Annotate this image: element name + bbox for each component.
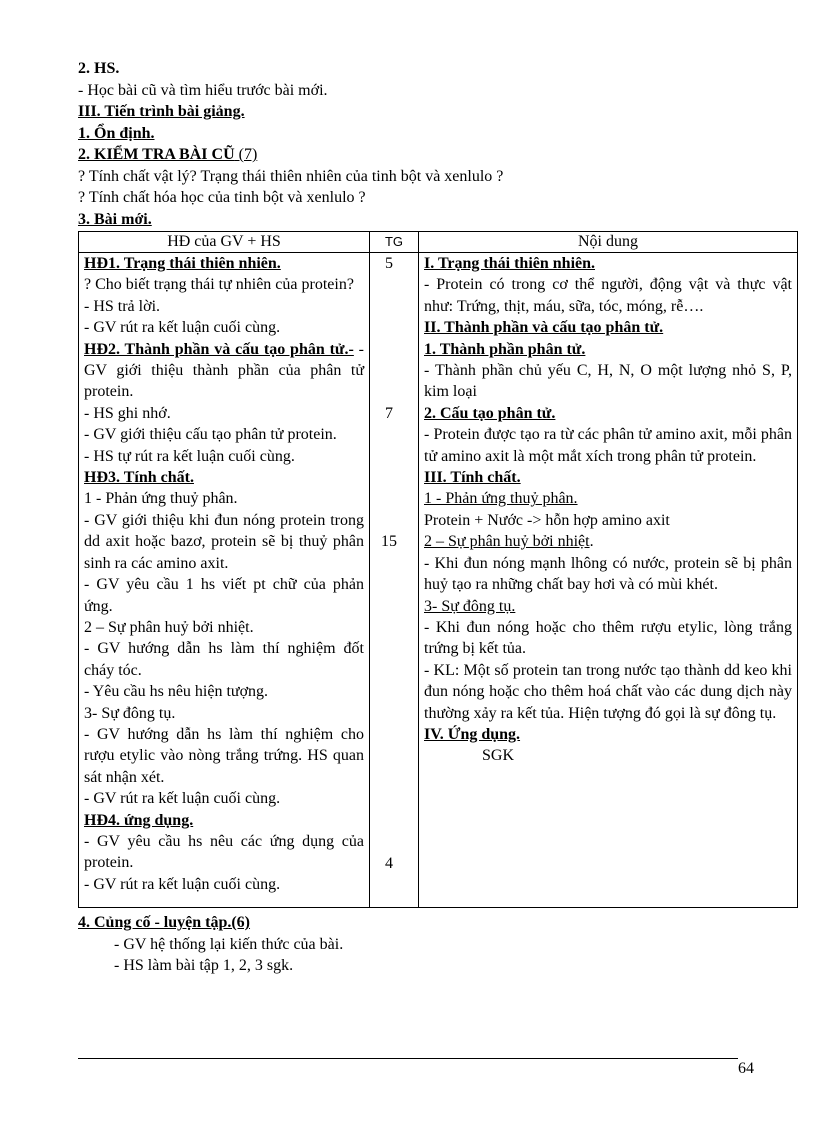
bai-moi-heading: 3. Bài mới. — [78, 210, 152, 228]
s1-line-1: - Protein có trong cơ thể người, động vật và thực vật như: Trứng, thịt, máu, sữa, tóc, móng, rễ…. — [424, 276, 792, 315]
hd3-line-9: - GV rút ra kết luận cuối cùng. — [84, 790, 281, 808]
section-3-heading: III. Tiến trình bài giảng. — [78, 103, 245, 120]
tg-hd3: 15 — [381, 533, 397, 550]
hd3-line-1: 1 - Phản ứng thuỷ phân. — [84, 490, 238, 508]
page-number: 64 — [738, 1060, 754, 1077]
s3-line-2: - Khi đun nóng mạnh lhông có nước, protein sẽ bị phân huỷ tạo ra những chất bay hơi và có mùi khét. — [424, 554, 792, 594]
cung-co-heading: 4. Củng cố - luyện tập.(6) — [78, 914, 251, 932]
hd3-line-8: - GV hướng dẫn hs làm thí nghiệm cho rượu etylic vào nòng trắng trứng. HS quan sát nhận xét. — [84, 725, 364, 786]
s2-sub-1: 1. Thành phần phân tử. — [424, 340, 586, 358]
hd3-line-7: 3- Sự đông tụ. — [84, 704, 176, 722]
hd2-line-1: - GV giới thiệu thành phần của phân tử protein. — [84, 340, 364, 401]
cung-co-line-2: - HS làm bài tập 1, 2, 3 sgk. — [114, 957, 294, 975]
kiem-tra-label: 2. KIỂM TRA BÀI CŨ — [78, 146, 235, 163]
hd3-line-5: - GV hướng dẫn hs làm thí nghiệm đốt cháy tóc. — [84, 640, 364, 679]
header-time: TG — [370, 232, 419, 253]
s3-sub-3: 3- Sự đông tụ. — [424, 597, 516, 615]
kiem-tra-heading — [78, 144, 768, 166]
on-dinh-heading: 1. Ổn định. — [78, 124, 155, 142]
s3-line-1: Protein + Nước -> hỗn hợp amino axit — [424, 511, 670, 529]
hd2-line-2: - HS ghi nhớ. — [84, 404, 171, 422]
table-header-row — [79, 232, 798, 253]
hd2-line-3: - GV giới thiệu cấu tạo phân tử protein. — [84, 426, 337, 444]
s3-sub-1: 1 - Phản ứng thuỷ phân. — [424, 490, 578, 508]
hs-heading: 2. HS. — [78, 60, 120, 77]
document-page — [78, 58, 792, 977]
s2-line-1: - Thành phần chủ yếu C, H, N, O một lượng nhỏ S, P, kim loại — [424, 362, 792, 401]
hd2-line-4: - HS tự rút ra kết luận cuối cùng. — [84, 447, 295, 465]
kiem-tra-time: (7) — [234, 146, 258, 163]
lesson-table — [78, 231, 798, 908]
hd1-title: HĐ1. Trạng thái thiên nhiên. — [84, 255, 281, 272]
hd1-line-1: ? Cho biết trạng thái tự nhiên của protein? — [84, 276, 354, 294]
hd2-title: HĐ2. Thành phần và cấu tạo phân tử.- — [84, 340, 354, 358]
s3-line-3: - Khi đun nóng hoặc cho thêm rượu etylic, lòng trắng trứng bị kết tủa. — [424, 618, 792, 658]
content-column — [419, 253, 798, 908]
header-activity: HĐ của GV + HS — [79, 232, 370, 253]
footer-divider — [78, 1058, 738, 1059]
question-2: ? Tính chất hóa học của tinh bột và xenlulo ? — [78, 189, 366, 206]
hd3-line-6: - Yêu cầu hs nêu hiện tượng. — [84, 683, 269, 701]
hd3-line-2: - GV giới thiệu khi đun nóng protein trong dd axit hoặc bazơ, protein sẽ bị thuỷ phân sinh ra các amino axit. — [84, 511, 364, 572]
hd4-line-1: - GV yêu cầu hs nêu các ứng dụng của protein. — [84, 832, 364, 872]
s4-title: IV. Ứng dụng. — [424, 725, 521, 743]
hd1-line-3: - GV rút ra kết luận cuối cùng. — [84, 319, 281, 337]
s1-title: I. Trạng thái thiên nhiên. — [424, 255, 596, 272]
s3-title: III. Tính chất. — [424, 469, 521, 487]
hd3-line-4: 2 – Sự phân huỷ bởi nhiệt. — [84, 618, 254, 636]
s2-title: II. Thành phần và cấu tạo phân tử. — [424, 319, 664, 337]
tg-hd4: 4 — [385, 855, 393, 872]
hs-line: - Học bài cũ và tìm hiểu trước bài mới. — [78, 81, 328, 99]
table-body-row — [79, 253, 798, 908]
hd3-line-3: - GV yêu cầu 1 hs viết pt chữ của phản ứng. — [84, 576, 364, 615]
hd3-title: HĐ3. Tính chất. — [84, 469, 194, 487]
hd4-title: HĐ4. ứng dụng. — [84, 811, 194, 829]
s3-sub-2: 2 – Sự phân huỷ bởi nhiệt — [424, 533, 590, 551]
s3-sub-2-block — [424, 531, 792, 552]
s4-line-1: SGK — [482, 747, 515, 765]
hd1-line-2: - HS trả lời. — [84, 297, 161, 315]
header-content: Nội dung — [419, 232, 798, 253]
hd4-line-2: - GV rút ra kết luận cuối cùng. — [84, 875, 281, 893]
hd2-block — [84, 339, 364, 403]
cung-co-line-1: - GV hệ thống lại kiến thức của bài. — [114, 935, 344, 953]
s3-sub-2-dot: . — [589, 533, 594, 551]
activity-column — [79, 253, 370, 908]
s3-line-4: - KL: Một số protein tan trong nước tạo thành dd keo khi đun nóng hoặc cho thêm hoá chất vào các dung dịch này thường xảy ra kết tủa. Hiện tượng đó gọi là sự đông tụ. — [424, 661, 792, 722]
tg-hd1: 5 — [385, 255, 393, 272]
time-column — [370, 253, 419, 908]
tg-hd2: 7 — [385, 405, 393, 422]
question-1: ? Tính chất vật lý? Trạng thái thiên nhiên của tinh bột và xenlulo ? — [78, 167, 504, 185]
s2-line-2: - Protein được tạo ra từ các phân tử amino axit, mỗi phân tử amino axit là một mắt xích trong phân tử protein. — [424, 426, 792, 465]
s2-sub-2: 2. Cấu tạo phân tử. — [424, 404, 556, 422]
